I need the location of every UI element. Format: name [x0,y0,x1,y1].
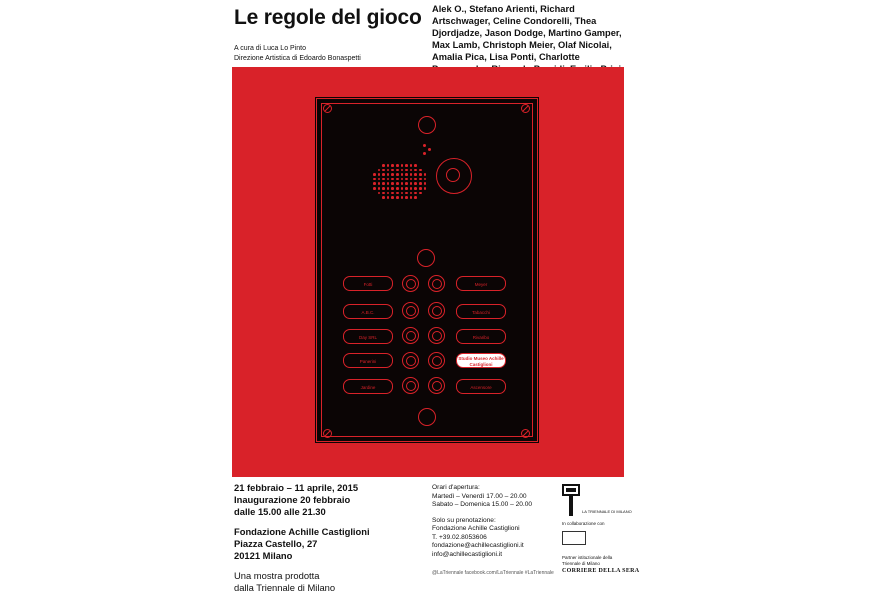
mic-dot-icon [423,144,426,147]
speaker-dot [391,196,394,199]
speaker-dot [405,169,408,172]
exhibition-dates: 21 febbraio – 11 aprile, 2015 [234,482,359,493]
bell-button-icon [428,275,445,292]
speaker-dot [378,187,381,190]
booking-email-1: fondazione@achillecastiglioni.it [432,542,524,549]
speaker-dot [419,192,422,195]
speaker-dot [401,173,404,176]
bottom-round-button-icon [418,408,436,426]
intercom-label-left: Day SRL [343,329,393,344]
opening-weekdays: Martedì – Venerdì 17.00 – 20.00 [432,492,527,500]
speaker-dot [405,178,408,181]
inauguration-hours: dalle 15.00 alle 21.30 [234,506,326,517]
speaker-dot [410,187,413,190]
intercom-label-right: Tabacchi [456,304,506,319]
venue-city: 20121 Milano [234,550,293,561]
speaker-dot [424,178,427,181]
speaker-grille-icon [373,164,429,202]
mic-dot-icon [423,152,426,155]
speaker-dot [391,178,394,181]
speaker-dot [396,187,399,190]
speaker-dot [391,169,394,172]
booking-venue: Fondazione Achille Castiglioni [432,525,520,532]
speaker-dot [405,182,408,185]
bell-button-icon [428,327,445,344]
poster-title: Le regole del gioco [234,6,422,29]
mic-dot-icon [428,148,431,151]
venue-name: Fondazione Achille Castiglioni [234,526,370,537]
top-round-button-icon [418,116,436,134]
speaker-dot [414,182,417,185]
speaker-dot [382,178,385,181]
bell-button-icon [402,327,419,344]
speaker-dot [410,192,413,195]
speaker-dot [378,178,381,181]
middle-round-button-icon [417,249,435,267]
intercom-label-left: Jardine [343,379,393,394]
speaker-dot [419,187,422,190]
speaker-dot [382,182,385,185]
collaboration-label: In collaborazione con [562,521,605,526]
opening-title: Orari d'apertura: [432,484,480,491]
screw-icon [521,429,530,438]
speaker-dot [401,196,404,199]
speaker-dot [410,196,413,199]
speaker-dot [382,173,385,176]
bell-button-icon [428,302,445,319]
camera-lens-icon [436,158,472,194]
speaker-dot [424,187,427,190]
speaker-dot [382,192,385,195]
speaker-dot [405,164,408,167]
speaker-dot [405,196,408,199]
speaker-dot [387,182,390,185]
speaker-dot [410,173,413,176]
speaker-dot [387,164,390,167]
speaker-dot [387,173,390,176]
speaker-dot [410,164,413,167]
speaker-dot [414,169,417,172]
speaker-dot [378,182,381,185]
speaker-dot [401,182,404,185]
screw-icon [521,104,530,113]
speaker-dot [396,192,399,195]
triennale-logo-icon [562,484,580,516]
produced-by-2: dalla Triennale di Milano [234,582,336,593]
art-direction-line: Direzione Artistica di Edoardo Bonaspetti [234,55,361,62]
speaker-dot [391,182,394,185]
speaker-dot [396,178,399,181]
speaker-dot [401,192,404,195]
intercom-label-right: Ascensore [456,379,506,394]
booking-email-2: info@achillecastiglioni.it [432,550,503,558]
speaker-dot [382,164,385,167]
speaker-dot [419,182,422,185]
speaker-dot [396,164,399,167]
speaker-dot [401,187,404,190]
speaker-dot [387,178,390,181]
speaker-dot [414,187,417,190]
speaker-dot [382,169,385,172]
speaker-dot [373,182,376,185]
speaker-dot [396,169,399,172]
speaker-dot [414,192,417,195]
speaker-dot [387,196,390,199]
speaker-dot [414,164,417,167]
bell-button-icon [428,377,445,394]
speaker-dot [410,178,413,181]
speaker-dot [401,178,404,181]
opening-hours-info [432,484,532,559]
speaker-dot [396,173,399,176]
speaker-dot [419,169,422,172]
speaker-dot [405,187,408,190]
curator-line: A cura di Luca Lo Pinto [234,45,306,52]
intercom-label-left: Fotti [343,276,393,291]
booking-phone: T. +39.02.8053606 [432,533,487,541]
intercom-label-left: A.B.C. [343,304,393,319]
social-links: @LaTriennale facebook.com/LaTriennale #LaTriennale [432,570,554,576]
speaker-dot [378,173,381,176]
speaker-dot [401,164,404,167]
booking-title: Solo su prenotazione: [432,516,496,524]
speaker-dot [401,169,404,172]
speaker-dot [414,173,417,176]
screw-icon [323,104,332,113]
bell-button-icon [402,377,419,394]
speaker-dot [373,178,376,181]
speaker-dot [424,182,427,185]
inauguration-date: Inaugurazione 20 febbraio [234,494,351,505]
intercom-label-left: Panerini [343,353,393,368]
speaker-dot [391,187,394,190]
speaker-dot [378,192,381,195]
credits [234,44,361,64]
speaker-dot [391,173,394,176]
speaker-dot [387,192,390,195]
speaker-dot [419,178,422,181]
speaker-dot [405,192,408,195]
corriere-logo: CORRIERE DELLA SERA [562,568,640,574]
speaker-dot [378,169,381,172]
produced-by-1: Una mostra prodotta [234,570,320,581]
venue-address: Piazza Castello, 27 [234,538,318,549]
intercom-label-right: Meyer [456,276,506,291]
screw-icon [323,429,332,438]
speaker-dot [382,187,385,190]
collab-logo-icon [562,531,586,545]
bell-button-icon [402,352,419,369]
partner-label: Partner istituzionale della Triennale di Milano [562,555,613,566]
speaker-dot [373,187,376,190]
opening-weekend: Sabato – Domenica 15.00 – 20.00 [432,501,533,508]
speaker-dot [391,192,394,195]
intercom-label-highlighted: Studio Museo Achille Castiglioni [456,353,506,368]
speaker-dot [410,169,413,172]
bell-button-icon [428,352,445,369]
speaker-dot [396,196,399,199]
triennale-label: LA TRIENNALE DI MILANO [582,509,632,514]
speaker-dot [414,196,417,199]
speaker-dot [405,173,408,176]
exhibition-info [234,482,370,594]
intercom-label-right: Rivaribo [456,329,506,344]
speaker-dot [391,164,394,167]
speaker-dot [396,182,399,185]
speaker-dot [387,187,390,190]
speaker-dot [410,182,413,185]
speaker-dot [373,173,376,176]
speaker-dot [424,173,427,176]
bell-button-icon [402,302,419,319]
speaker-dot [382,196,385,199]
artists-list: Alek O., Stefano Arienti, Richard Artschwager, Celine Condorelli, Thea Djordjadze, Jason Dodge, Martino Gamper, Max Lamb, Christoph Meier, Olaf Nicolai, Amalia Pica, Lisa Ponti, Charlotte [432,4,622,62]
speaker-dot [387,169,390,172]
speaker-dot [414,178,417,181]
speaker-dot [419,173,422,176]
bell-button-icon [402,275,419,292]
